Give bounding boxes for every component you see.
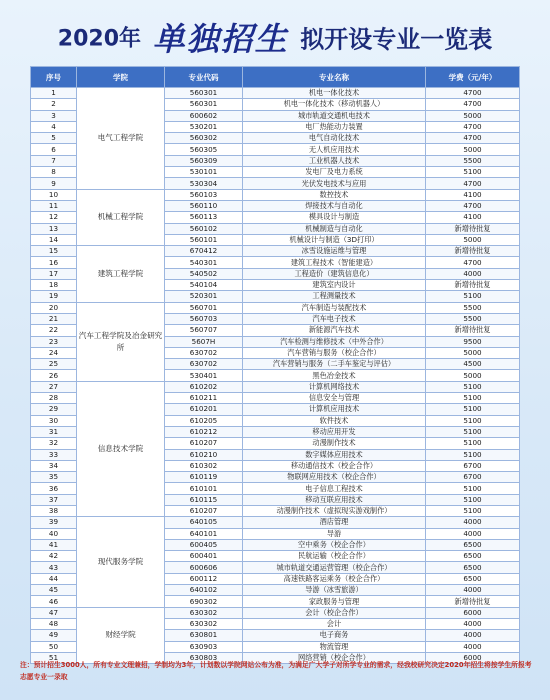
cell-name: 会计（校企合作） xyxy=(243,607,426,618)
cell-no: 1 xyxy=(31,88,77,99)
cell-code: 640105 xyxy=(165,517,243,528)
cell-name: 工业机器人技术 xyxy=(243,155,426,166)
cell-fee: 新增待批复 xyxy=(426,223,520,234)
cell-code: 630302 xyxy=(165,607,243,618)
table-header-row xyxy=(31,67,520,88)
cell-name: 冰雪设施运维与管理 xyxy=(243,246,426,257)
cell-fee: 6000 xyxy=(426,607,520,618)
cell-code: 610207 xyxy=(165,505,243,516)
cell-name: 动漫制作技术 xyxy=(243,438,426,449)
cell-name: 计算机网络技术 xyxy=(243,381,426,392)
cell-code: 600405 xyxy=(165,539,243,550)
cell-code: 530401 xyxy=(165,370,243,381)
cell-no: 14 xyxy=(31,234,77,245)
cell-fee: 4700 xyxy=(426,200,520,211)
cell-fee: 4000 xyxy=(426,618,520,629)
cell-no: 10 xyxy=(31,189,77,200)
cell-code: 560102 xyxy=(165,223,243,234)
cell-name: 物联网应用技术（校企合作） xyxy=(243,472,426,483)
cell-college: 现代服务学院 xyxy=(77,517,165,607)
cell-name: 数控技术 xyxy=(243,189,426,200)
cell-no: 36 xyxy=(31,483,77,494)
cell-name: 移动应用开发 xyxy=(243,426,426,437)
cell-code: 560703 xyxy=(165,313,243,324)
cell-name: 电气自动化技术 xyxy=(243,133,426,144)
cell-fee: 新增待批复 xyxy=(426,325,520,336)
cell-no: 50 xyxy=(31,641,77,652)
cell-no: 32 xyxy=(31,438,77,449)
cell-fee: 4000 xyxy=(426,517,520,528)
cell-code: 610210 xyxy=(165,449,243,460)
cell-code: 600602 xyxy=(165,110,243,121)
cell-no: 2 xyxy=(31,99,77,110)
table-row xyxy=(31,189,520,200)
cell-no: 20 xyxy=(31,302,77,313)
cell-no: 43 xyxy=(31,562,77,573)
cell-fee: 5100 xyxy=(426,505,520,516)
table-row xyxy=(31,381,520,392)
cell-name: 动漫制作技术（虚拟现实游戏制作） xyxy=(243,505,426,516)
cell-code: 560302 xyxy=(165,133,243,144)
cell-college: 财经学院 xyxy=(77,607,165,663)
cell-fee: 5000 xyxy=(426,370,520,381)
cell-fee: 4700 xyxy=(426,121,520,132)
cell-code: 530304 xyxy=(165,178,243,189)
title-year: 2020年 xyxy=(57,26,142,52)
cell-fee: 4000 xyxy=(426,641,520,652)
cell-fee: 新增待批复 xyxy=(426,246,520,257)
cell-no: 7 xyxy=(31,155,77,166)
cell-name: 黑色冶金技术 xyxy=(243,370,426,381)
cell-fee: 新增待批复 xyxy=(426,280,520,291)
cell-no: 24 xyxy=(31,347,77,358)
cell-no: 11 xyxy=(31,200,77,211)
cell-fee: 5100 xyxy=(426,393,520,404)
cell-name: 会计 xyxy=(243,618,426,629)
cell-code: 5607H xyxy=(165,336,243,347)
cell-no: 49 xyxy=(31,630,77,641)
cell-code: 610212 xyxy=(165,426,243,437)
cell-code: 560301 xyxy=(165,88,243,99)
cell-fee: 6700 xyxy=(426,472,520,483)
cell-code: 540301 xyxy=(165,257,243,268)
cell-no: 22 xyxy=(31,325,77,336)
cell-code: 530201 xyxy=(165,121,243,132)
cell-fee: 5500 xyxy=(426,313,520,324)
cell-fee: 5500 xyxy=(426,155,520,166)
cell-code: 520301 xyxy=(165,291,243,302)
cell-code: 610207 xyxy=(165,438,243,449)
cell-fee: 5000 xyxy=(426,347,520,358)
cell-college: 机械工程学院 xyxy=(77,189,165,245)
title-rest: 拟开设专业一览表 xyxy=(300,25,493,54)
cell-code: 610119 xyxy=(165,472,243,483)
cell-code: 600606 xyxy=(165,562,243,573)
cell-college: 信息技术学院 xyxy=(77,381,165,517)
cell-fee: 4100 xyxy=(426,189,520,200)
page-title xyxy=(0,14,550,60)
cell-name: 机械设计与制造（3D打印） xyxy=(243,234,426,245)
cell-code: 540104 xyxy=(165,280,243,291)
cell-fee: 9500 xyxy=(426,336,520,347)
cell-fee: 6500 xyxy=(426,573,520,584)
cell-name: 城市轨道交通机电技术 xyxy=(243,110,426,121)
table-row xyxy=(31,302,520,313)
cell-code: 600401 xyxy=(165,551,243,562)
cell-code: 640102 xyxy=(165,585,243,596)
cell-fee: 4700 xyxy=(426,257,520,268)
cell-code: 560301 xyxy=(165,99,243,110)
cell-fee: 5100 xyxy=(426,167,520,178)
header-no: 序号 xyxy=(31,67,77,88)
cell-fee: 5100 xyxy=(426,494,520,505)
cell-fee: 5000 xyxy=(426,110,520,121)
cell-no: 33 xyxy=(31,449,77,460)
cell-code: 560701 xyxy=(165,302,243,313)
cell-fee: 5100 xyxy=(426,404,520,415)
cell-fee: 4700 xyxy=(426,88,520,99)
cell-fee: 5100 xyxy=(426,415,520,426)
cell-no: 35 xyxy=(31,472,77,483)
cell-code: 610205 xyxy=(165,415,243,426)
cell-fee: 5100 xyxy=(426,291,520,302)
cell-fee: 4000 xyxy=(426,528,520,539)
cell-no: 13 xyxy=(31,223,77,234)
cell-name: 网络营销（校企合作） xyxy=(243,652,426,663)
cell-code: 610115 xyxy=(165,494,243,505)
cell-no: 27 xyxy=(31,381,77,392)
cell-code: 630702 xyxy=(165,359,243,370)
cell-no: 31 xyxy=(31,426,77,437)
cell-name: 城市轨道交通运营管理（校企合作） xyxy=(243,562,426,573)
cell-code: 630302 xyxy=(165,618,243,629)
cell-name: 汽车电子技术 xyxy=(243,313,426,324)
cell-no: 17 xyxy=(31,268,77,279)
cell-no: 6 xyxy=(31,144,77,155)
cell-fee: 5000 xyxy=(426,144,520,155)
cell-name: 汽车营销与服务（校企合作） xyxy=(243,347,426,358)
cell-no: 28 xyxy=(31,393,77,404)
cell-code: 670412 xyxy=(165,246,243,257)
cell-name: 物流管理 xyxy=(243,641,426,652)
cell-no: 21 xyxy=(31,313,77,324)
cell-code: 560305 xyxy=(165,144,243,155)
cell-no: 12 xyxy=(31,212,77,223)
cell-name: 建筑工程技术（智能建造） xyxy=(243,257,426,268)
cell-code: 560113 xyxy=(165,212,243,223)
header-major: 专业名称 xyxy=(243,67,426,88)
cell-no: 34 xyxy=(31,460,77,471)
cell-no: 19 xyxy=(31,291,77,302)
cell-name: 新能源汽车技术 xyxy=(243,325,426,336)
cell-name: 电子信息工程技术 xyxy=(243,483,426,494)
cell-no: 9 xyxy=(31,178,77,189)
cell-name: 计算机应用技术 xyxy=(243,404,426,415)
header-college: 学院 xyxy=(77,67,165,88)
cell-no: 37 xyxy=(31,494,77,505)
cell-code: 540502 xyxy=(165,268,243,279)
cell-no: 40 xyxy=(31,528,77,539)
cell-code: 630903 xyxy=(165,641,243,652)
cell-code: 560309 xyxy=(165,155,243,166)
cell-name: 焊接技术与自动化 xyxy=(243,200,426,211)
cell-no: 44 xyxy=(31,573,77,584)
cell-name: 无人机应用技术 xyxy=(243,144,426,155)
cell-no: 23 xyxy=(31,336,77,347)
cell-fee: 6500 xyxy=(426,551,520,562)
cell-name: 工程测量技术 xyxy=(243,291,426,302)
cell-name: 空中乘务（校企合作） xyxy=(243,539,426,550)
cell-name: 机械制造与自动化 xyxy=(243,223,426,234)
cell-fee: 4000 xyxy=(426,268,520,279)
cell-college: 汽车工程学院及冶金研究所 xyxy=(77,302,165,381)
cell-fee: 6700 xyxy=(426,460,520,471)
cell-name: 软件技术 xyxy=(243,415,426,426)
cell-no: 18 xyxy=(31,280,77,291)
majors-table-container xyxy=(30,66,519,664)
cell-name: 汽车制造与装配技术 xyxy=(243,302,426,313)
cell-name: 机电一体化技术（移动机器人） xyxy=(243,99,426,110)
cell-code: 530101 xyxy=(165,167,243,178)
cell-name: 光伏发电技术与应用 xyxy=(243,178,426,189)
cell-code: 560103 xyxy=(165,189,243,200)
cell-fee: 5100 xyxy=(426,438,520,449)
cell-fee: 5100 xyxy=(426,449,520,460)
cell-no: 47 xyxy=(31,607,77,618)
cell-code: 610202 xyxy=(165,381,243,392)
cell-name: 发电厂及电力系统 xyxy=(243,167,426,178)
cell-code: 630801 xyxy=(165,630,243,641)
cell-name: 导游（冰雪旅游） xyxy=(243,585,426,596)
cell-no: 46 xyxy=(31,596,77,607)
cell-name: 机电一体化技术 xyxy=(243,88,426,99)
cell-code: 560707 xyxy=(165,325,243,336)
cell-college: 电气工程学院 xyxy=(77,88,165,190)
cell-code: 630803 xyxy=(165,652,243,663)
cell-code: 610211 xyxy=(165,393,243,404)
cell-name: 移动互联应用技术 xyxy=(243,494,426,505)
cell-fee: 新增待批复 xyxy=(426,596,520,607)
header-fee: 学费（元/年） xyxy=(426,67,520,88)
cell-no: 48 xyxy=(31,618,77,629)
cell-no: 5 xyxy=(31,133,77,144)
header-code: 专业代码 xyxy=(165,67,243,88)
table-row xyxy=(31,88,520,99)
cell-name: 导游 xyxy=(243,528,426,539)
cell-fee: 6500 xyxy=(426,562,520,573)
footnote: 注：预计招生3000人，所有专业文理兼招，学制均为3年，计划数以学院网站公布为准，为满足广大学子对所学专业的需求，经我校研究决定2020年招生将按学生所报考志愿专业一录取 xyxy=(20,661,532,681)
cell-no: 15 xyxy=(31,246,77,257)
table-body xyxy=(31,88,520,664)
cell-fee: 5100 xyxy=(426,483,520,494)
cell-no: 26 xyxy=(31,370,77,381)
cell-fee: 6000 xyxy=(426,652,520,663)
cell-code: 610101 xyxy=(165,483,243,494)
cell-no: 38 xyxy=(31,505,77,516)
cell-code: 610302 xyxy=(165,460,243,471)
table-row xyxy=(31,246,520,257)
cell-no: 42 xyxy=(31,551,77,562)
cell-code: 630702 xyxy=(165,347,243,358)
cell-name: 家政服务与管理 xyxy=(243,596,426,607)
cell-name: 建筑室内设计 xyxy=(243,280,426,291)
cell-name: 工程造价（建筑信息化） xyxy=(243,268,426,279)
cell-no: 25 xyxy=(31,359,77,370)
cell-no: 51 xyxy=(31,652,77,663)
cell-name: 酒店管理 xyxy=(243,517,426,528)
cell-name: 信息安全与管理 xyxy=(243,393,426,404)
cell-code: 560110 xyxy=(165,200,243,211)
cell-fee: 6500 xyxy=(426,539,520,550)
cell-fee: 4000 xyxy=(426,630,520,641)
cell-code: 560101 xyxy=(165,234,243,245)
cell-name: 高速铁路客运乘务（校企合作） xyxy=(243,573,426,584)
cell-no: 29 xyxy=(31,404,77,415)
cell-fee: 4000 xyxy=(426,585,520,596)
cell-fee: 4700 xyxy=(426,99,520,110)
cell-no: 30 xyxy=(31,415,77,426)
cell-college: 建筑工程学院 xyxy=(77,246,165,302)
cell-name: 模具设计与制造 xyxy=(243,212,426,223)
cell-code: 690302 xyxy=(165,596,243,607)
cell-code: 600112 xyxy=(165,573,243,584)
cell-name: 汽车营销与服务（二手车鉴定与评估） xyxy=(243,359,426,370)
cell-code: 610201 xyxy=(165,404,243,415)
cell-name: 移动通信技术（校企合作） xyxy=(243,460,426,471)
cell-no: 8 xyxy=(31,167,77,178)
cell-fee: 5500 xyxy=(426,302,520,313)
cell-fee: 5100 xyxy=(426,381,520,392)
title-brush-text: 单独招生 xyxy=(152,20,289,58)
cell-fee: 4500 xyxy=(426,359,520,370)
cell-no: 45 xyxy=(31,585,77,596)
cell-fee: 4700 xyxy=(426,178,520,189)
cell-no: 16 xyxy=(31,257,77,268)
table-row xyxy=(31,607,520,618)
cell-name: 汽车检测与维修技术（中外合作） xyxy=(243,336,426,347)
cell-no: 39 xyxy=(31,517,77,528)
cell-fee: 4700 xyxy=(426,133,520,144)
majors-table xyxy=(30,66,520,664)
cell-fee: 5100 xyxy=(426,426,520,437)
cell-no: 3 xyxy=(31,110,77,121)
cell-name: 电子商务 xyxy=(243,630,426,641)
cell-fee: 5000 xyxy=(426,234,520,245)
cell-name: 数字媒体应用技术 xyxy=(243,449,426,460)
cell-name: 民航运输（校企合作） xyxy=(243,551,426,562)
table-row xyxy=(31,517,520,528)
cell-no: 4 xyxy=(31,121,77,132)
cell-code: 640101 xyxy=(165,528,243,539)
cell-name: 电厂热能动力装置 xyxy=(243,121,426,132)
cell-no: 41 xyxy=(31,539,77,550)
cell-fee: 4100 xyxy=(426,212,520,223)
